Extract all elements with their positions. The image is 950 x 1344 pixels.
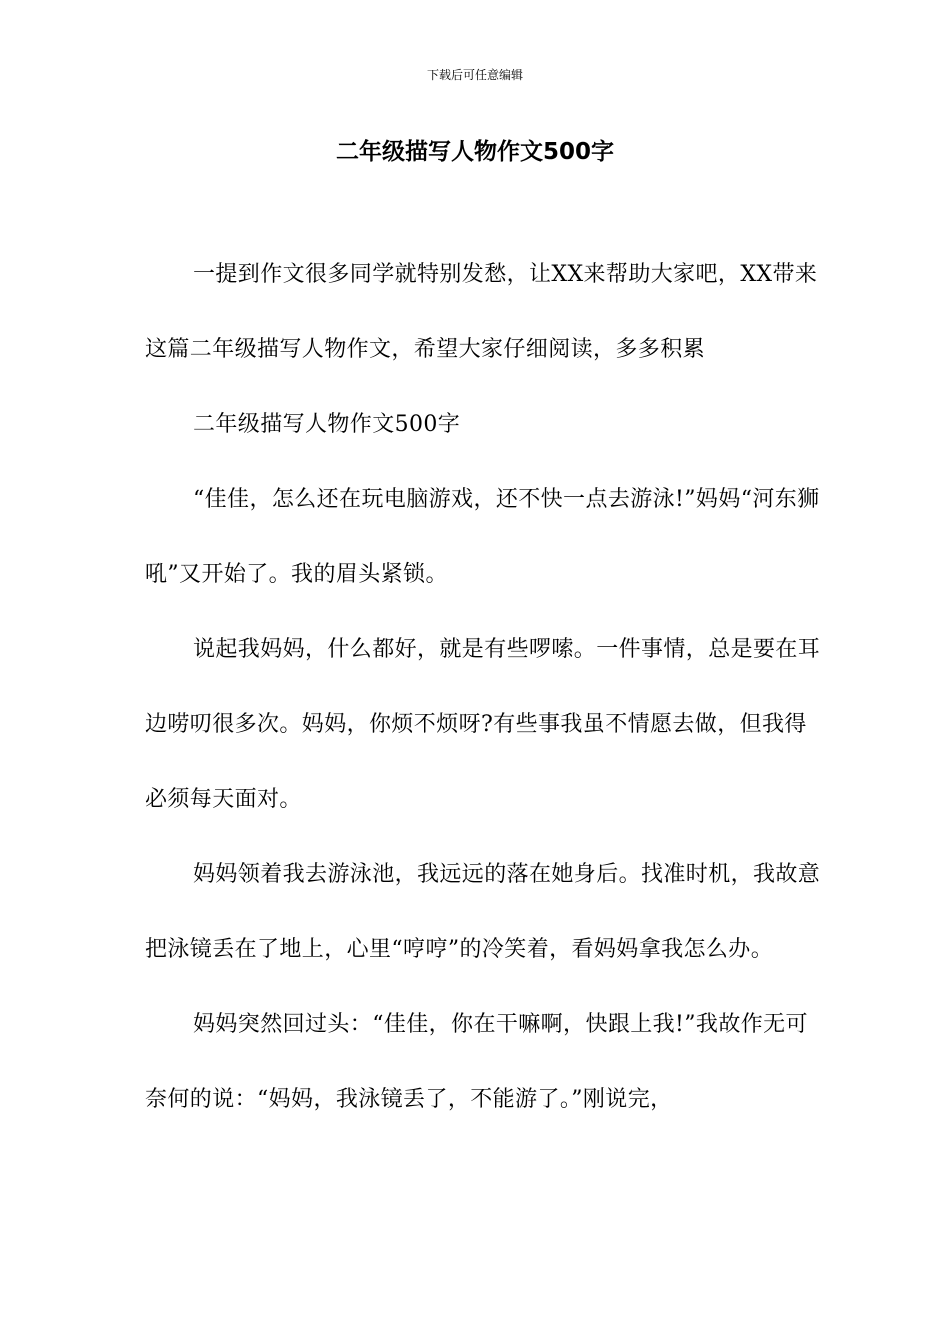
- paragraph-4: 妈妈突然回过头：“佳佳，你在干嘛啊，快跟上我!”我故作无可奈何的说：“妈妈，我泳镜丢了，不能游了。”刚说完，: [145, 1012, 808, 1112]
- paragraph-1: “佳佳，怎么还在玩电脑游戏，还不快一点去游泳!”妈妈“河东狮吼”又开始了。我的眉头紧锁。: [145, 487, 820, 587]
- paragraph-subtitle: 二年级描写人物作文500字: [193, 412, 461, 437]
- header-note: 下载后可任意编辑: [426, 68, 523, 82]
- paragraph-2: 说起我妈妈，什么都好，就是有些啰嗦。一件事情，总是要在耳边唠叨很多次。妈妈，你烦不烦呀?有些事我虽不情愿去做，但我得必须每天面对。: [145, 637, 821, 812]
- document-body: [145, 237, 825, 1137]
- paragraph-3: 妈妈领着我去游泳池，我远远的落在她身后。找准时机，我故意把泳镜丢在了地上，心里“哼哼”的冷笑着，看妈妈拿我怎么办。: [145, 862, 821, 962]
- paragraph-intro: 一提到作文很多同学就特别发愁，让XX来帮助大家吧，XX带来这篇二年级描写人物作文，希望大家仔细阅读，多多积累: [145, 262, 818, 362]
- document-title: 二年级描写人物作文500字: [335, 139, 614, 165]
